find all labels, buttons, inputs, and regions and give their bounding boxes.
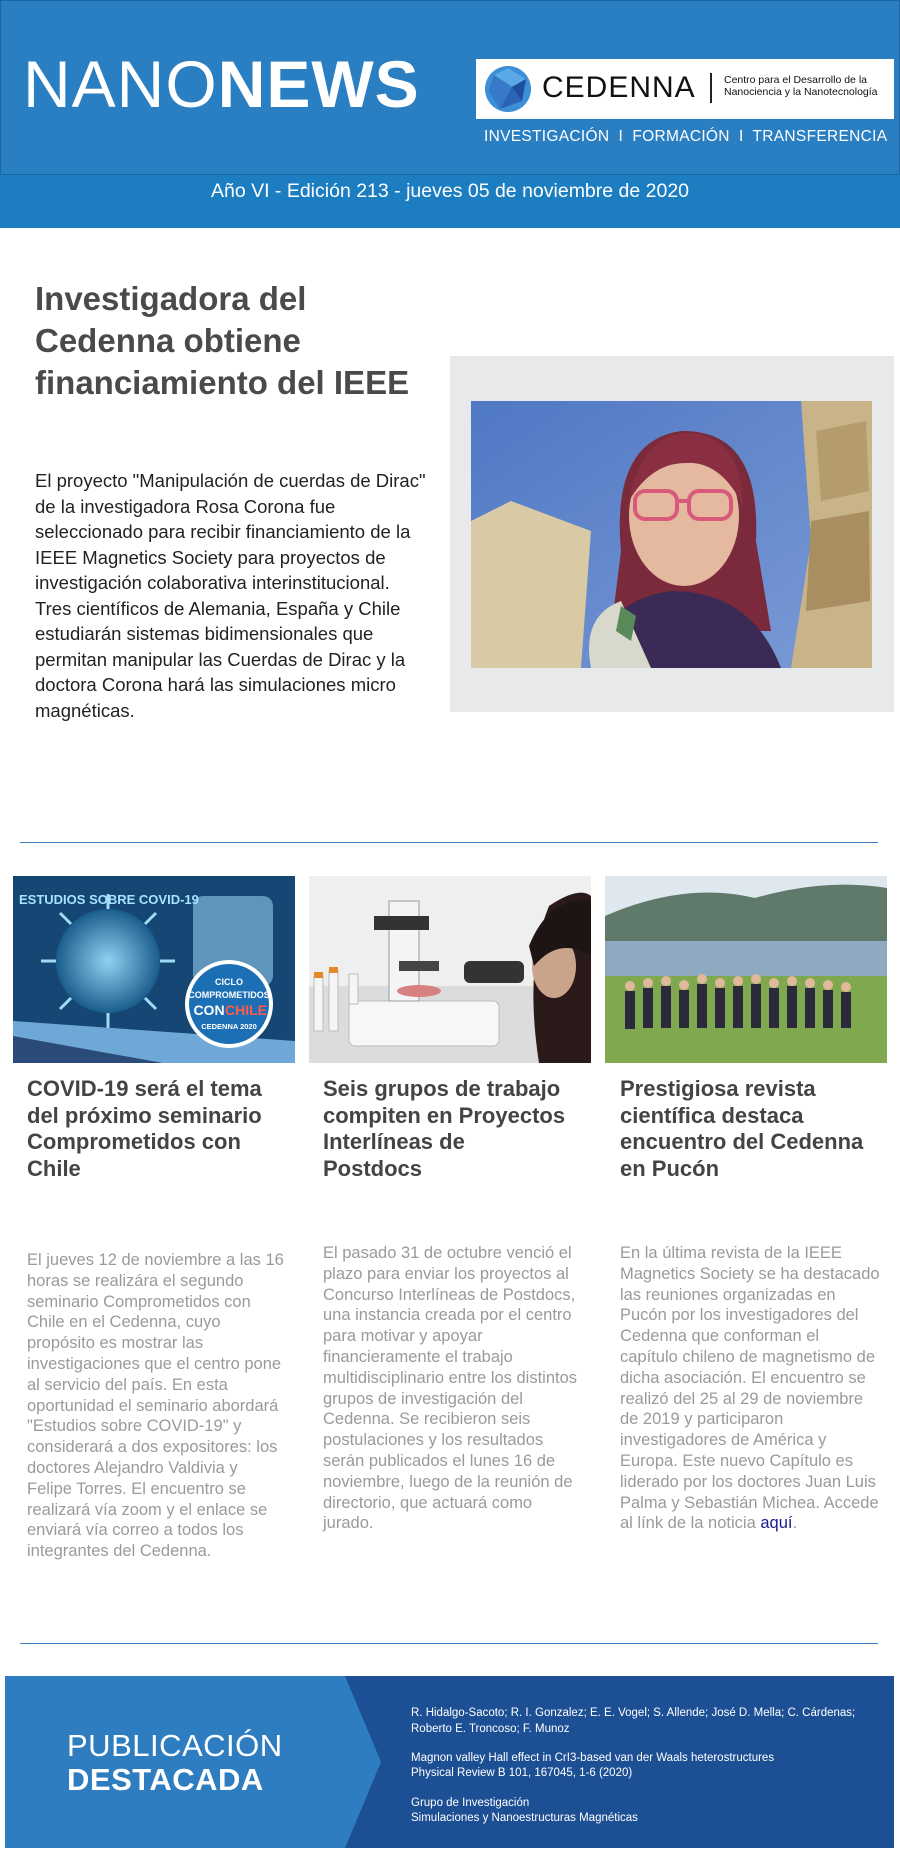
group-photo-pucon-image [605, 876, 887, 1063]
researcher-photo-image [471, 401, 872, 668]
publication-authors: R. Hidalgo-Sacoto; R. I. Gonzalez; E. E. Vogel; S. Allende; José D. Mella; C. Cárdenas; Roberto E. Troncoso; F. Munoz [411, 1707, 856, 1735]
card-covid-title[interactable]: COVID-19 será el tema del próximo seminario Comprometidos con Chile [27, 1076, 262, 1181]
card-postdocs-text: El pasado 31 de octubre venció el plazo para enviar los proyectos al Concurso Interlíneas de Postdocs, una instancia creada por el centro para motivar y apoyar financieramente el trabajo multidisciplinario entre los distintos grupos de investigación del Cedenna. Se recibieron seis postulaciones y los resultados serán publicados el lunes 16 de noviembre, luego de la reunión de directorio, que actuará como jurado. [323, 1244, 578, 1533]
microscope-lab-image [309, 876, 591, 1063]
main-article-title[interactable]: Investigadora del Cedenna obtiene financiamiento del IEEE [35, 280, 410, 401]
card-pucon-link-tail: . [792, 1514, 798, 1533]
publication-journal: Physical Review B 101, 167045, 1-6 (2020) [411, 1767, 633, 1779]
badge-chile: CHILE [225, 1002, 267, 1018]
card-pucon-text [620, 1243, 880, 1534]
main-article-photo-frame [450, 356, 894, 712]
badge-comprometidos: COMPROMETIDOS [188, 990, 270, 1000]
logo-subtitle: Centro para el Desarrollo de la Nanociencia y la Nanotecnología [724, 74, 878, 98]
badge-cedenna-2020: CEDENNA 2020 [201, 1022, 257, 1031]
logo-separator [710, 73, 712, 103]
featured-publication [5, 1676, 894, 1848]
badge-ciclo: CICLO [215, 977, 243, 987]
card-postdocs-title[interactable]: Seis grupos de trabajo compiten en Proyectos Interlíneas de Postdocs [323, 1076, 566, 1181]
brand-news: NEWS [217, 47, 420, 121]
card-pucon-image[interactable] [605, 876, 887, 1063]
newsletter-brand [23, 47, 420, 121]
edition-line: Año VI - Edición 213 - jueves 05 de noviembre de 2020 [210, 180, 690, 202]
covid-banner-text: ESTUDIOS SOBRE COVID-19 [19, 892, 199, 907]
featured-label-destacada: DESTACADA [67, 1762, 264, 1797]
logo-name: CEDENNA [542, 71, 696, 104]
card-covid-text: El jueves 12 de noviembre a las 16 horas se realizára el segundo seminario Comprometidos con Chile en el Cedenna, cuyo propósito es mostrar las investigaciones que el centro pone al servicio del país. En esta oportunidad el seminario abordará "Estudios sobre COVID-19" y considerará a dos expositores: los doctores Alejandro Valdivia y Felipe Torres. El encuentro se realizará vía zoom y el enlace se enviará vía correo a todos los integrantes del Cedenna. [27, 1251, 284, 1561]
badge-con: CON [193, 1002, 225, 1018]
newsletter-header [0, 0, 900, 228]
section-divider-bottom [20, 1643, 878, 1644]
tagline: INVESTIGACIÓN I FORMACIÓN I TRANSFERENCIA [484, 128, 888, 145]
featured-publication-arrow [345, 1676, 381, 1848]
section-divider-top [20, 842, 878, 843]
publication-title[interactable]: Magnon valley Hall effect in CrI3-based van der Waals heterostructures [411, 1752, 775, 1764]
header-banner [0, 0, 900, 175]
card-pucon-title[interactable]: Prestigiosa revista científica destaca encuentro del Cedenna en Pucón [620, 1076, 864, 1181]
cedenna-logo-icon [484, 65, 532, 113]
cedenna-logo[interactable] [476, 59, 894, 119]
covid-virus-image [13, 876, 295, 1063]
publication-group-name: Simulaciones y Nanoestructuras Magnéticas [411, 1812, 638, 1824]
card-postdocs-image[interactable] [309, 876, 591, 1063]
card-pucon-link[interactable]: aquí [760, 1514, 793, 1533]
brand-nano: NANO [23, 47, 218, 121]
researcher-photo[interactable] [471, 401, 872, 668]
publication-group-label: Grupo de Investigación [411, 1797, 530, 1809]
card-pucon-text-body: En la última revista de la IEEE Magnetics Society se ha destacado las reuniones organizadas en Pucón por los investigadores del Cedenna que conforman el capítulo chileno de magnetismo de dicha asociación. El encuentro se realizó del 25 al 29 de noviembre de 2019 y participaron investigadores de América y Europa. Este nuevo Capítulo es liderado por los doctores Juan Luis Palma y Sebastián Michea. Accede al línk de la noticia [620, 1244, 880, 1533]
main-article-body: El proyecto "Manipulación de cuerdas de Dirac" de la investigadora Rosa Corona fue seleccionado para recibir financiamiento de la IEEE Magnetics Society para proyectos de investigación colaborativa interinstitucional. Tres científicos de Alemania, España y Chile estudiarán sistemas bidimensionales que permitan manipular las Cuerdas de Dirac y la doctora Corona hará las simulaciones micro magnéticas. [35, 470, 426, 721]
featured-label-publicacion: PUBLICACIÓN [67, 1728, 283, 1763]
card-covid-image[interactable] [13, 876, 295, 1063]
